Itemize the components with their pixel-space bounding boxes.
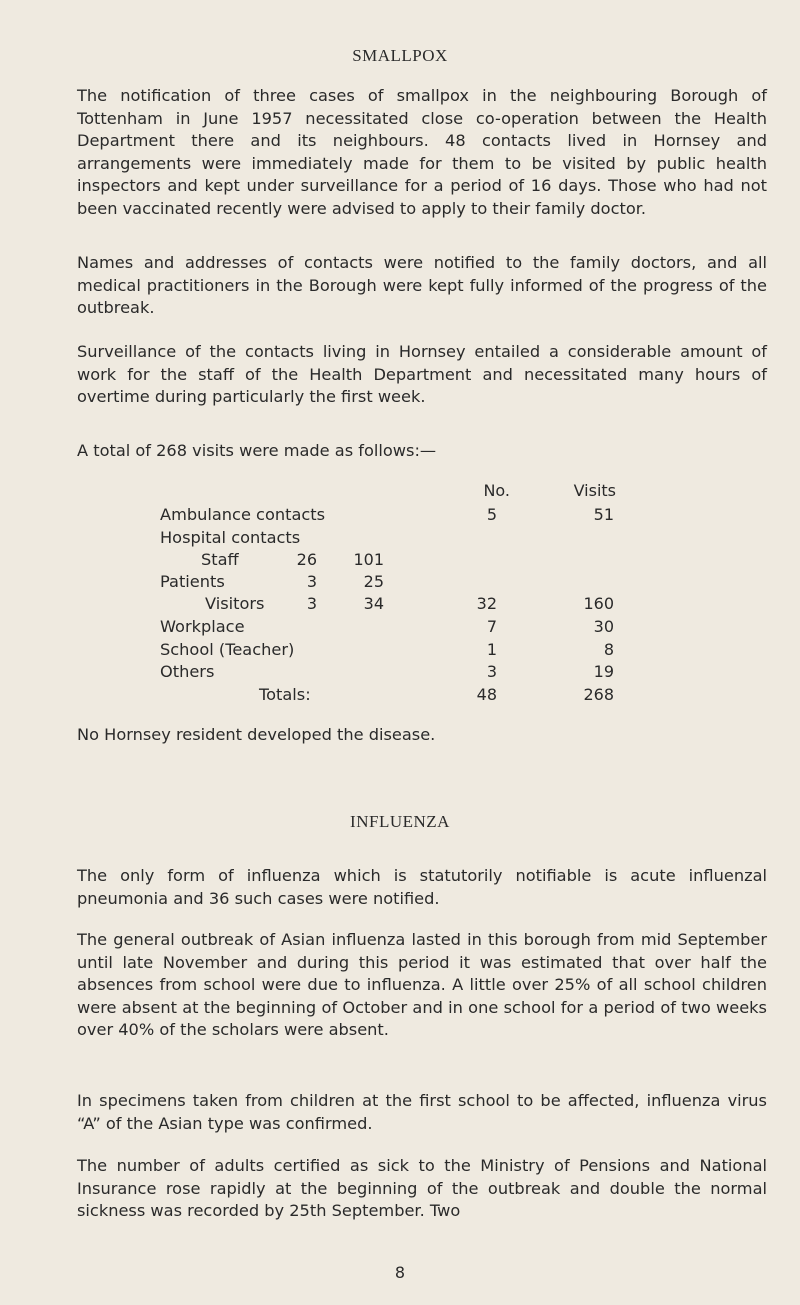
hospital-total-visits: 160: [583, 594, 614, 613]
others-visits: 19: [593, 662, 614, 681]
ambulance-visits: 51: [593, 505, 614, 524]
visitors-visits: 34: [363, 594, 384, 613]
visits-intro: A total of 268 visits were made as follows:—: [77, 441, 437, 460]
row-label-school: School (Teacher): [160, 640, 295, 659]
ambulance-no: 5: [486, 505, 497, 524]
hospital-total-no: 32: [476, 594, 497, 613]
workplace-visits: 30: [593, 617, 614, 636]
school-no: 1: [486, 640, 497, 659]
patients-count: 3: [306, 572, 317, 591]
row-label-others: Others: [160, 662, 215, 681]
patients-visits: 25: [363, 572, 384, 591]
totals-visits: 268: [583, 685, 614, 704]
influenza-paragraph-2: The general outbreak of Asian influenza lasted in this borough from mid September until late November and during this period it was estimated that over half the absences from school were due to influenza. A little over 25% of all school children were absent at the beginning of October and in one school for a period of two weeks over 40% of the scholars were absent.: [77, 930, 767, 1039]
row-label-staff: Staff: [201, 550, 239, 569]
influenza-paragraph-1: The only form of influenza which is statutorily notifiable is acute influenzal pneumonia and 36 such cases were notified.: [77, 866, 767, 908]
visitors-count: 3: [306, 594, 317, 613]
row-label-visitors: Visitors: [205, 594, 265, 613]
column-header-visits: Visits: [573, 481, 616, 500]
influenza-heading: INFLUENZA: [350, 812, 450, 831]
page-number: 8: [394, 1263, 406, 1282]
influenza-paragraph-3: In specimens taken from children at the first school to be affected, influenza virus “A” of the Asian type was confirmed.: [77, 1091, 767, 1133]
smallpox-paragraph-2: Names and addresses of contacts were notified to the family doctors, and all medical practitioners in the Borough were kept fully informed of the progress of the outbreak.: [77, 253, 767, 317]
totals-no: 48: [476, 685, 497, 704]
workplace-no: 7: [486, 617, 497, 636]
smallpox-paragraph-1: The notification of three cases of smallpox in the neighbouring Borough of Tottenham in June 1957 necessitated close co-operation between the Health Department there and its neighbours. 48 contacts lived in Hornsey and arrangements were immediately made for them to be visited by public health inspectors and kept under surveillance for a period of 16 days. Those who had not been vaccinated recently were advised to apply to their family doctor.: [77, 86, 767, 218]
staff-visits: 101: [353, 550, 384, 569]
row-label-hospital: Hospital contacts: [160, 528, 301, 547]
school-visits: 8: [603, 640, 614, 659]
smallpox-paragraph-3: Surveillance of the contacts living in Hornsey entailed a considerable amount of work for the staff of the Health Department and necessitated many hours of overtime during particularly the first week.: [77, 342, 767, 406]
staff-count: 26: [296, 550, 317, 569]
row-label-ambulance: Ambulance contacts: [160, 505, 326, 524]
row-label-workplace: Workplace: [160, 617, 245, 636]
row-label-patients: Patients: [160, 572, 225, 591]
column-header-no: No.: [483, 481, 510, 500]
smallpox-closing: No Hornsey resident developed the disease.: [77, 725, 436, 744]
others-no: 3: [486, 662, 497, 681]
influenza-paragraph-4: The number of adults certified as sick to the Ministry of Pensions and National Insurance rose rapidly at the beginning of the outbreak and double the normal sickness was recorded by 25th September. Two: [77, 1156, 767, 1220]
row-label-totals: Totals:: [259, 685, 311, 704]
smallpox-heading: SMALLPOX: [352, 46, 448, 65]
